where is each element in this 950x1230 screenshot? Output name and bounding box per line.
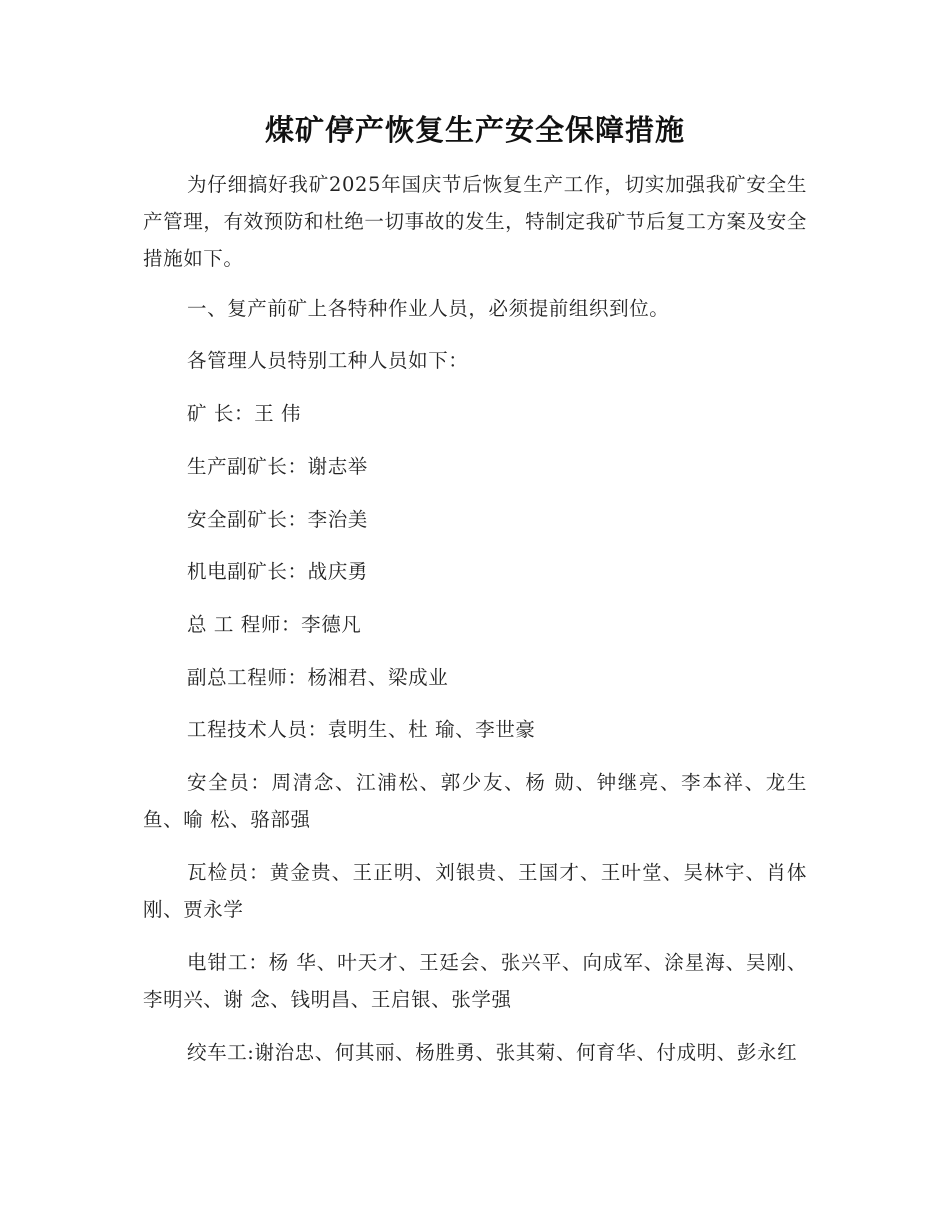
personnel-intro: 各管理人员特别工种人员如下： xyxy=(187,349,469,372)
personnel-line-safety-deputy: 安全副矿长：李治美 xyxy=(187,508,368,531)
personnel-line-deputy-chief-engineer: 副总工程师：杨湘君、梁成业 xyxy=(187,666,449,689)
intro-paragraph: 为仔细搞好我矿2025年国庆节后恢复生产工作，切实加强我矿安全生产管理，有效预防和杜绝一切事故的发生，特制定我矿节后复工方案及安全措施如下。 xyxy=(143,173,807,270)
personnel-line-technical-staff: 工程技术人员：袁明生、杜 瑜、李世豪 xyxy=(187,718,536,741)
personnel-line-production-deputy: 生产副矿长：谢志举 xyxy=(187,455,368,478)
personnel-line-mine-director: 矿 长：王 伟 xyxy=(187,402,302,425)
personnel-line-electricians: 电钳工：杨 华、叶天才、王廷会、张兴平、向成军、涂星海、吴刚、李明兴、谢 念、钱明昌、王启银、张学强 xyxy=(143,951,807,1011)
personnel-line-winch-operators: 绞车工:谢治忠、何其丽、杨胜勇、张其菊、何育华、付成明、彭永红 xyxy=(187,1041,798,1064)
personnel-line-mechanical-deputy: 机电副矿长：战庆勇 xyxy=(187,560,368,583)
section-1-heading: 一、复产前矿上各特种作业人员，必须提前组织到位。 xyxy=(187,297,670,320)
personnel-line-safety-officers: 安全员：周清念、江浦松、郭少友、杨 勋、钟继亮、李本祥、龙生鱼、喻 松、骆部强 xyxy=(143,771,807,831)
personnel-line-gas-inspectors: 瓦检员：黄金贵、王正明、刘银贵、王国才、王叶堂、吴林宇、肖体刚、贾永学 xyxy=(143,861,807,921)
personnel-line-chief-engineer: 总 工 程师：李德凡 xyxy=(187,613,362,636)
document-title: 煤矿停产恢复生产安全保障措施 xyxy=(264,113,685,147)
